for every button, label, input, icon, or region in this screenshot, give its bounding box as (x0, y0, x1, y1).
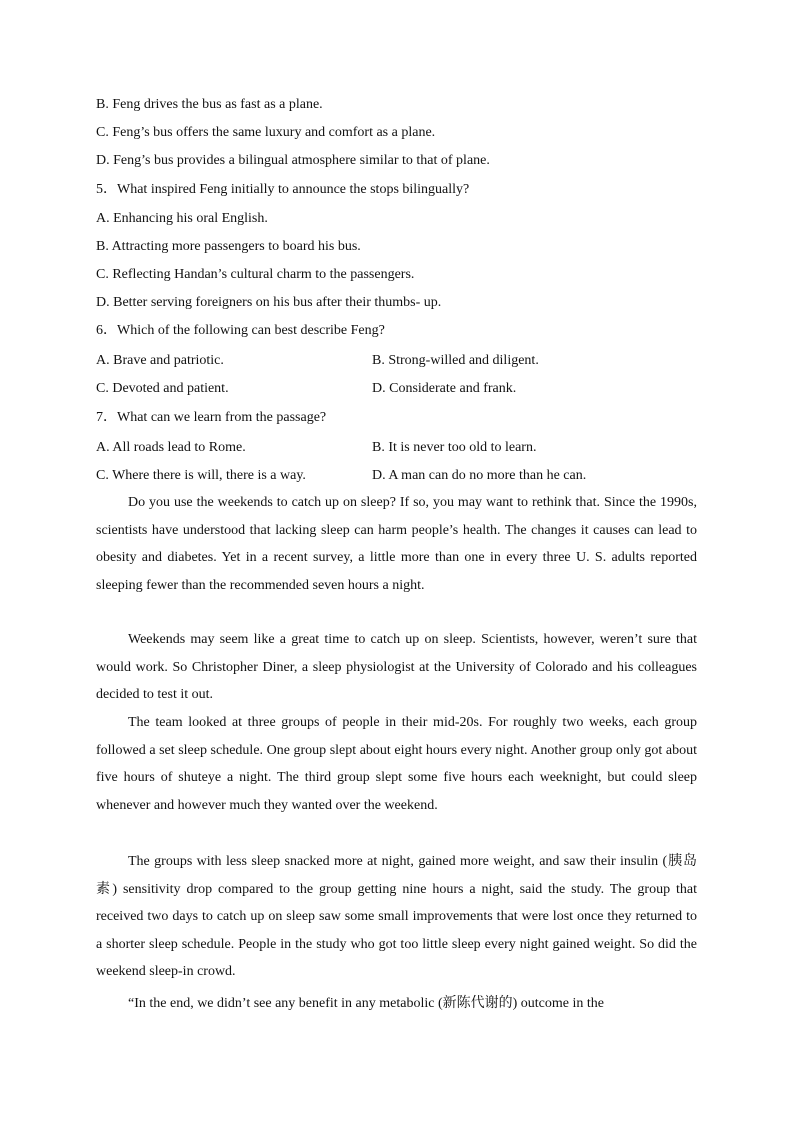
passage-paragraph-5: “In the end, we didn’t see any benefit in any metabolic (新陈代谢的) outcome in the (128, 996, 604, 1011)
q7-stem: 7．What can we learn from the passage? (96, 410, 327, 425)
q4-option-c: C. Feng’s bus offers the same luxury and comfort as a plane. (96, 125, 436, 140)
passage-paragraph-2: Weekends may seem like a great time to catch up on sleep. Scientists, however, weren’t sure that would work. So Christopher Diner, a sleep physiologist at the University of Colorado and his colleagues decided to test it out. (96, 632, 697, 703)
q4-option-b: B. Feng drives the bus as fast as a plane. (96, 97, 323, 112)
q7-option-a: A. All roads lead to Rome. (96, 440, 246, 455)
q6-option-b: B. Strong-willed and diligent. (372, 353, 539, 368)
q5-option-b: B. Attracting more passengers to board his bus. (96, 239, 361, 254)
q5-option-a: A. Enhancing his oral English. (96, 211, 268, 226)
q6-option-a: A. Brave and patriotic. (96, 353, 224, 368)
passage-paragraph-1: Do you use the weekends to catch up on sleep? If so, you may want to rethink that. Since the 1990s, scientists have understood that lacking sleep can harm people’s health. The changes it causes can lead to obesity and diabetes. Yet in a recent survey, a little more than one in every three U. S. adults reported sleeping fewer than the recommended seven hours a night. (96, 495, 697, 593)
q7-option-b: B. It is never too old to learn. (372, 440, 537, 455)
q4-option-d: D. Feng’s bus provides a bilingual atmosphere similar to that of plane. (96, 153, 490, 168)
q5-stem: 5．What inspired Feng initially to announce the stops bilingually? (96, 182, 470, 197)
q7-option-c: C. Where there is will, there is a way. (96, 468, 306, 483)
q7-option-d: D. A man can do no more than he can. (372, 468, 587, 483)
q5-option-d: D. Better serving foreigners on his bus after their thumbs- up. (96, 295, 442, 310)
passage-paragraph-3: The team looked at three groups of people in their mid-20s. For roughly two weeks, each group followed a set sleep schedule. One group slept about eight hours every night. Another group only got about five hours of shuteye a night. The third group slept some five hours each weeknight, but could sleep whenever and however much they wanted over the weekend. (96, 715, 697, 813)
passage-paragraph-4: The groups with less sleep snacked more at night, gained more weight, and saw their insulin (胰岛素) sensitivity drop compared to the group getting nine hours a night, said the study. The group that received two days to catch up on sleep saw some small improvements that were lost once they returned to a shorter sleep schedule. People in the study who got too little sleep every night gained weight. So did the weekend sleep-in crowd. (96, 854, 697, 980)
q6-stem: 6．Which of the following can best describe Feng? (96, 323, 385, 338)
q6-option-d: D. Considerate and frank. (372, 381, 517, 396)
q5-option-c: C. Reflecting Handan’s cultural charm to the passengers. (96, 267, 415, 282)
q6-option-c: C. Devoted and patient. (96, 381, 229, 396)
